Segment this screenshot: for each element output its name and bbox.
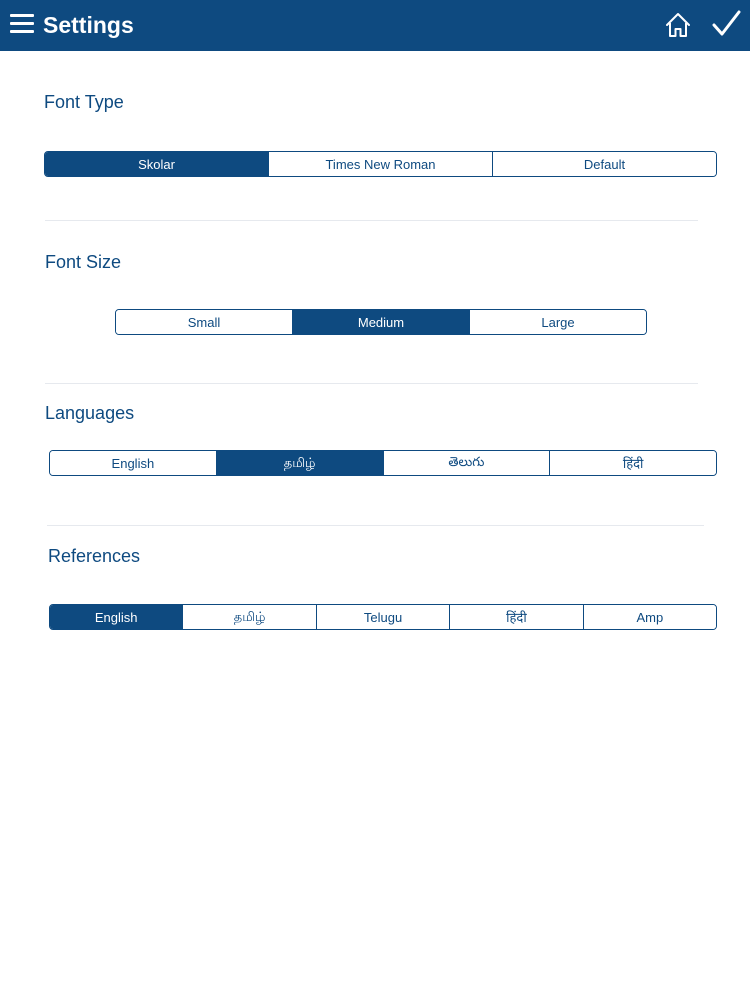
- divider: [45, 220, 698, 221]
- divider: [47, 525, 704, 526]
- font-size-segmented-control: [115, 309, 647, 335]
- font-type-option-times-new-roman[interactable]: Times New Roman: [268, 152, 492, 176]
- font-size-option-large[interactable]: Large: [469, 310, 646, 334]
- reference-option-english[interactable]: English: [50, 605, 182, 629]
- font-size-title: Font Size: [45, 252, 122, 272]
- language-option-telugu[interactable]: తెలుగు: [383, 451, 550, 475]
- reference-option-tamil[interactable]: தமிழ்: [182, 605, 315, 629]
- page-title: Settings: [43, 12, 134, 38]
- font-type-segmented-control: [44, 151, 717, 177]
- top-bar: [0, 0, 750, 51]
- reference-option-telugu[interactable]: Telugu: [316, 605, 449, 629]
- font-type-title: Font Type: [44, 92, 124, 112]
- language-option-english[interactable]: English: [50, 451, 216, 475]
- reference-option-amp[interactable]: Amp: [583, 605, 716, 629]
- checkmark-icon[interactable]: [711, 9, 741, 39]
- hamburger-menu-icon[interactable]: [10, 13, 34, 33]
- languages-segmented-control: [49, 450, 717, 476]
- reference-option-hindi[interactable]: हिंदी: [449, 605, 582, 629]
- language-option-tamil[interactable]: தமிழ்: [216, 451, 383, 475]
- font-size-option-medium[interactable]: Medium: [292, 310, 469, 334]
- languages-title: Languages: [45, 403, 135, 423]
- home-icon[interactable]: [664, 11, 692, 39]
- font-type-option-default[interactable]: Default: [492, 152, 716, 176]
- language-option-hindi[interactable]: हिंदी: [549, 451, 716, 475]
- font-type-option-skolar[interactable]: Skolar: [45, 152, 268, 176]
- references-title: References: [48, 546, 141, 566]
- references-segmented-control: [49, 604, 717, 630]
- divider: [45, 383, 698, 384]
- font-size-option-small[interactable]: Small: [116, 310, 292, 334]
